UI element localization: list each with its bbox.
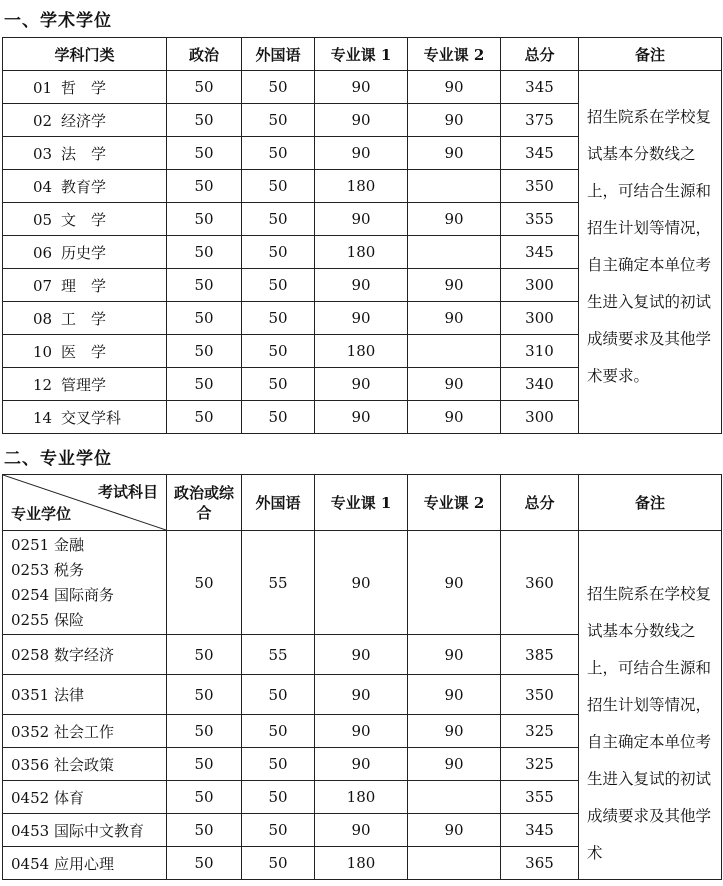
discipline-name: 历史学: [61, 243, 107, 262]
total-score: 345: [501, 71, 579, 104]
table-row: [3, 71, 722, 104]
politics-score: 50: [167, 71, 242, 104]
discipline-code: 08: [33, 309, 53, 328]
degree-name: 0255 保险: [11, 610, 84, 629]
header-major-1: 专业课 1: [315, 38, 408, 71]
total-score: 375: [501, 104, 579, 137]
header-major-2: 专业课 2: [408, 38, 501, 71]
degree-name: 0254 国际商务: [11, 585, 114, 604]
politics-score: 50: [167, 368, 242, 401]
politics-score: 50: [167, 302, 242, 335]
major-1-score: 90: [315, 715, 408, 748]
politics-score: 50: [167, 635, 242, 675]
total-score: 355: [501, 203, 579, 236]
header-discipline: 学科门类: [3, 38, 167, 71]
header-diagonal-cell: [3, 475, 167, 531]
foreign-language-score: 50: [242, 368, 315, 401]
table-row: [3, 531, 722, 635]
politics-score: 50: [167, 104, 242, 137]
discipline-name: 交叉学科: [61, 408, 122, 427]
foreign-language-score: 50: [242, 236, 315, 269]
major-1-score: 90: [315, 401, 408, 434]
discipline-code: 12: [33, 375, 53, 394]
degree-name: 0352 社会工作: [3, 715, 167, 748]
foreign-language-score: 50: [242, 269, 315, 302]
major-2-score: [408, 170, 501, 203]
politics-score: 50: [167, 715, 242, 748]
foreign-language-score: 50: [242, 814, 315, 847]
professional-degree-table: [2, 474, 722, 880]
major-2-score: 90: [408, 401, 501, 434]
discipline-name: 理 学: [61, 276, 107, 295]
degree-name: 0356 社会政策: [3, 748, 167, 781]
discipline-code: 03: [33, 144, 53, 163]
total-score: 345: [501, 236, 579, 269]
politics-score: 50: [167, 170, 242, 203]
header-major-1: 专业课 1: [315, 475, 408, 531]
section-title-professional: 二、专业学位: [4, 449, 112, 469]
header-foreign-language: 外国语: [242, 475, 315, 531]
total-score: 340: [501, 368, 579, 401]
politics-score: 50: [167, 137, 242, 170]
foreign-language-score: 50: [242, 71, 315, 104]
foreign-language-score: 50: [242, 748, 315, 781]
total-score: 360: [501, 531, 579, 635]
major-2-score: [408, 236, 501, 269]
discipline-name: 教育学: [61, 177, 107, 196]
major-1-score: 90: [315, 203, 408, 236]
major-1-score: 180: [315, 335, 408, 368]
major-2-score: [408, 847, 501, 880]
total-score: 325: [501, 748, 579, 781]
degree-name: 0251 金融: [11, 535, 84, 554]
header-foreign-language: 外国语: [242, 38, 315, 71]
politics-score: 50: [167, 335, 242, 368]
discipline-name: 经济学: [61, 111, 107, 130]
discipline-code: 02: [33, 111, 53, 130]
table-header-row: [3, 38, 722, 71]
major-2-score: 90: [408, 269, 501, 302]
discipline-name: 哲 学: [61, 78, 107, 97]
discipline-code: 06: [33, 243, 53, 262]
discipline-cell: [3, 302, 167, 335]
section-title-academic: 一、学术学位: [4, 11, 112, 31]
foreign-language-score: 55: [242, 531, 315, 635]
foreign-language-score: 50: [242, 203, 315, 236]
discipline-cell: [3, 203, 167, 236]
politics-score: 50: [167, 401, 242, 434]
major-2-score: 90: [408, 635, 501, 675]
major-1-score: 180: [315, 236, 408, 269]
major-1-score: 90: [315, 368, 408, 401]
degree-name: 0253 税务: [11, 560, 84, 579]
discipline-cell: [3, 170, 167, 203]
discipline-code: 10: [33, 342, 53, 361]
discipline-code: 07: [33, 276, 53, 295]
header-major-2: 专业课 2: [408, 475, 501, 531]
major-1-score: 90: [315, 71, 408, 104]
major-1-score: 90: [315, 531, 408, 635]
discipline-name: 文 学: [61, 210, 107, 229]
major-2-score: 90: [408, 104, 501, 137]
foreign-language-score: 50: [242, 170, 315, 203]
major-1-score: 90: [315, 814, 408, 847]
politics-score: 50: [167, 531, 242, 635]
total-score: 300: [501, 302, 579, 335]
discipline-cell: [3, 236, 167, 269]
politics-score: 50: [167, 203, 242, 236]
major-2-score: 90: [408, 71, 501, 104]
foreign-language-score: 50: [242, 104, 315, 137]
discipline-code: 14: [33, 408, 53, 427]
foreign-language-score: 50: [242, 781, 315, 814]
discipline-name: 医 学: [61, 342, 107, 361]
foreign-language-score: 50: [242, 675, 315, 715]
table-header-row: [3, 475, 722, 531]
major-2-score: 90: [408, 715, 501, 748]
header-exam-subject: 考试科目: [97, 483, 158, 501]
degree-name: 0258 数字经济: [3, 635, 167, 675]
discipline-cell: [3, 401, 167, 434]
discipline-cell: [3, 104, 167, 137]
foreign-language-score: 55: [242, 635, 315, 675]
politics-score: 50: [167, 236, 242, 269]
major-2-score: 90: [408, 748, 501, 781]
header-total: 总分: [501, 475, 579, 531]
politics-score: 50: [167, 781, 242, 814]
discipline-cell: [3, 269, 167, 302]
degree-name: 0453 国际中文教育: [3, 814, 167, 847]
discipline-code: 01: [33, 78, 53, 97]
degree-group-cell: [3, 531, 167, 635]
header-professional-degree: 专业学位: [11, 505, 72, 523]
major-2-score: 90: [408, 137, 501, 170]
remark-cell: 招生院系在学校复试基本分数线之上，可结合生源和招生计划等情况，自主确定本单位考生进入复试的初试成绩要求及其他学术: [579, 531, 722, 880]
total-score: 385: [501, 635, 579, 675]
major-2-score: 90: [408, 302, 501, 335]
remark-cell: 招生院系在学校复试基本分数线之上，可结合生源和招生计划等情况，自主确定本单位考生进入复试的初试成绩要求及其他学术要求。: [579, 71, 722, 434]
foreign-language-score: 50: [242, 715, 315, 748]
discipline-code: 05: [33, 210, 53, 229]
major-2-score: [408, 335, 501, 368]
total-score: 365: [501, 847, 579, 880]
degree-name: 0351 法律: [3, 675, 167, 715]
major-1-score: 90: [315, 269, 408, 302]
foreign-language-score: 50: [242, 847, 315, 880]
total-score: 350: [501, 675, 579, 715]
major-2-score: 90: [408, 368, 501, 401]
discipline-cell: [3, 71, 167, 104]
major-1-score: 90: [315, 748, 408, 781]
header-politics-or-comprehensive: 政治或综合: [167, 475, 242, 531]
header-politics: 政治: [167, 38, 242, 71]
major-1-score: 90: [315, 104, 408, 137]
major-1-score: 90: [315, 302, 408, 335]
politics-score: 50: [167, 269, 242, 302]
foreign-language-score: 50: [242, 137, 315, 170]
degree-name: 0452 体育: [3, 781, 167, 814]
header-remark: 备注: [579, 38, 722, 71]
politics-score: 50: [167, 814, 242, 847]
major-1-score: 180: [315, 781, 408, 814]
header-total: 总分: [501, 38, 579, 71]
academic-degree-table: [2, 37, 722, 434]
major-1-score: 90: [315, 137, 408, 170]
discipline-name: 管理学: [61, 375, 107, 394]
total-score: 355: [501, 781, 579, 814]
total-score: 345: [501, 137, 579, 170]
politics-score: 50: [167, 847, 242, 880]
politics-score: 50: [167, 748, 242, 781]
header-remark: 备注: [579, 475, 722, 531]
major-1-score: 180: [315, 847, 408, 880]
discipline-cell: [3, 335, 167, 368]
major-1-score: 90: [315, 675, 408, 715]
discipline-name: 法 学: [61, 144, 107, 163]
total-score: 345: [501, 814, 579, 847]
politics-score: 50: [167, 675, 242, 715]
total-score: 310: [501, 335, 579, 368]
major-1-score: 90: [315, 635, 408, 675]
foreign-language-score: 50: [242, 401, 315, 434]
major-2-score: 90: [408, 675, 501, 715]
foreign-language-score: 50: [242, 302, 315, 335]
major-2-score: 90: [408, 531, 501, 635]
discipline-name: 工 学: [61, 309, 107, 328]
major-2-score: 90: [408, 814, 501, 847]
degree-name: 0454 应用心理: [3, 847, 167, 880]
foreign-language-score: 50: [242, 335, 315, 368]
total-score: 300: [501, 269, 579, 302]
major-1-score: 180: [315, 170, 408, 203]
total-score: 350: [501, 170, 579, 203]
total-score: 300: [501, 401, 579, 434]
major-2-score: [408, 781, 501, 814]
discipline-cell: [3, 368, 167, 401]
total-score: 325: [501, 715, 579, 748]
major-2-score: 90: [408, 203, 501, 236]
discipline-code: 04: [33, 177, 53, 196]
discipline-cell: [3, 137, 167, 170]
